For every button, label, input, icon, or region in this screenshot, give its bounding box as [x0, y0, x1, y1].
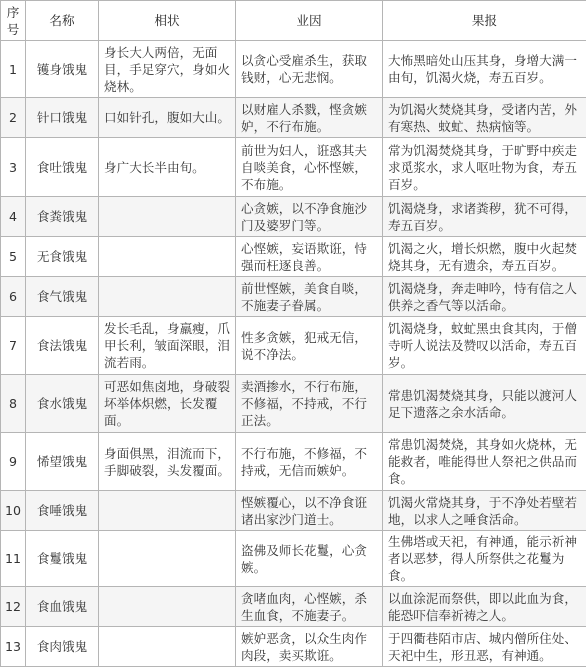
row-cause: 悭嫉覆心，以不净食诳诸出家沙门道士。	[236, 491, 383, 531]
table-row	[1, 317, 586, 375]
table-row	[1, 491, 586, 531]
row-number: 5	[1, 237, 26, 277]
table-row	[1, 277, 586, 317]
row-appearance	[99, 587, 236, 627]
row-appearance: 身面俱黑，泪流而下，手脚破裂，头发覆面。	[99, 433, 236, 491]
table-row	[1, 531, 586, 587]
table-row	[1, 98, 586, 138]
row-name: 食肉饿鬼	[26, 627, 99, 667]
table-row	[1, 138, 586, 197]
row-number: 7	[1, 317, 26, 375]
row-appearance: 口如针孔，腹如大山。	[99, 98, 236, 138]
row-number: 4	[1, 197, 26, 237]
row-name: 食法饿鬼	[26, 317, 99, 375]
row-number: 13	[1, 627, 26, 667]
row-result: 于四衢巷陌市店、城内僧所住处、天祀中生，形丑恶，有神通。	[383, 627, 586, 667]
row-name: 镬身饿鬼	[26, 41, 99, 98]
row-number: 1	[1, 41, 26, 98]
row-name: 食唾饿鬼	[26, 491, 99, 531]
row-name: 食水饿鬼	[26, 375, 99, 433]
row-appearance: 发长毛乱，身羸瘦，爪甲长利，皱面深眼，泪流若雨。	[99, 317, 236, 375]
row-appearance	[99, 197, 236, 237]
row-appearance: 身长大人两倍，无面目，手足穿穴，身如火烧林。	[99, 41, 236, 98]
row-appearance: 可恶如焦卤地，身破裂坏举体炽燃，长发覆面。	[99, 375, 236, 433]
row-result: 饥渴烧身，奔走呻吟，恃有信之人供养之香气等以活命。	[383, 277, 586, 317]
header-cell-result: 果报	[383, 1, 586, 41]
table-body	[1, 41, 586, 667]
row-result: 常患饥渴焚烧，其身如火烧林，无能救者，唯能得世人祭祀之供品而食。	[383, 433, 586, 491]
row-name: 无食饿鬼	[26, 237, 99, 277]
row-appearance	[99, 627, 236, 667]
row-number: 3	[1, 138, 26, 197]
row-cause: 以财雇人杀戮，悭贪嫉妒，不行布施。	[236, 98, 383, 138]
row-number: 11	[1, 531, 26, 587]
row-appearance	[99, 277, 236, 317]
row-appearance	[99, 491, 236, 531]
table-row	[1, 433, 586, 491]
row-name: 食气饿鬼	[26, 277, 99, 317]
row-cause: 性多贪嫉，犯戒无信，说不净法。	[236, 317, 383, 375]
row-number: 6	[1, 277, 26, 317]
table-row	[1, 375, 586, 433]
header-cell-appearance: 相状	[99, 1, 236, 41]
row-appearance: 身广大长半由旬。	[99, 138, 236, 197]
row-result: 饥渴烧身，蚊虻黑虫食其肉，于僧寺听人说法及赞叹以活命，寿五百岁。	[383, 317, 586, 375]
row-number: 10	[1, 491, 26, 531]
row-name: 食血饿鬼	[26, 587, 99, 627]
row-result: 饥渴烧身，求诸粪秽，犹不可得，寿五百岁。	[383, 197, 586, 237]
row-cause: 以贪心受雇杀生，获取钱财，心无悲悯。	[236, 41, 383, 98]
row-number: 12	[1, 587, 26, 627]
row-result: 为饥渴火焚烧其身，受诸内苦，外有寒热、蚊虻、热病恼等。	[383, 98, 586, 138]
row-name: 食鬘饿鬼	[26, 531, 99, 587]
row-name: 食吐饿鬼	[26, 138, 99, 197]
table-header	[1, 1, 586, 41]
table-row	[1, 587, 586, 627]
row-cause: 盗佛及师长花鬘，心贪嫉。	[236, 531, 383, 587]
row-appearance	[99, 237, 236, 277]
row-cause: 不行布施，不修福，不持戒，无信而嫉妒。	[236, 433, 383, 491]
row-cause: 前世悭嫉，美食自啖，不施妻子眷属。	[236, 277, 383, 317]
row-number: 9	[1, 433, 26, 491]
row-name: 针口饿鬼	[26, 98, 99, 138]
row-result: 常为饥渴焚烧其身，于旷野中疾走求觅浆水，求人呕吐物为食，寿五百岁。	[383, 138, 586, 197]
row-result: 常患饥渴焚烧其身，只能以渡河人足下遗落之余水活命。	[383, 375, 586, 433]
row-cause: 嫉妒恶贪，以众生肉作肉段，卖买欺诳。	[236, 627, 383, 667]
table-row	[1, 237, 586, 277]
header-cell-num: 序号	[1, 1, 26, 41]
table-row	[1, 197, 586, 237]
row-result: 生佛塔或天祀，有神通，能示祈神者以恶梦，得人所祭供之花鬘为食。	[383, 531, 586, 587]
header-row	[1, 1, 586, 41]
row-result: 以血涂泥而祭供，即以此血为食，能恐吓信奉祈祷之人。	[383, 587, 586, 627]
row-cause: 贪啫血肉，心悭嫉，杀生血食，不施妻子。	[236, 587, 383, 627]
row-result: 饥渴火常烧其身，于不净处若壁若地，以求人之唾食活命。	[383, 491, 586, 531]
table-row	[1, 41, 586, 98]
row-appearance	[99, 531, 236, 587]
header-cell-cause: 业因	[236, 1, 383, 41]
row-number: 8	[1, 375, 26, 433]
row-cause: 心贪嫉，以不净食施沙门及婆罗门等。	[236, 197, 383, 237]
row-result: 大怖黑暗处山压其身，身增大满一由旬，饥渴火烧，寿五百岁。	[383, 41, 586, 98]
row-cause: 卖酒掺水，不行布施，不修福，不持戒，不行正法。	[236, 375, 383, 433]
row-name: 食粪饿鬼	[26, 197, 99, 237]
row-name: 悕望饿鬼	[26, 433, 99, 491]
row-cause: 心悭嫉，妄语欺诳，恃强而枉逐良善。	[236, 237, 383, 277]
header-cell-name: 名称	[26, 1, 99, 41]
row-result: 饥渴之火，增长炽燃，腹中火起焚烧其身，无有遗余，寿五百岁。	[383, 237, 586, 277]
row-number: 2	[1, 98, 26, 138]
row-cause: 前世为妇人，诳惑其夫自啖美食，心怀悭嫉，不布施。	[236, 138, 383, 197]
table-row	[1, 627, 586, 667]
